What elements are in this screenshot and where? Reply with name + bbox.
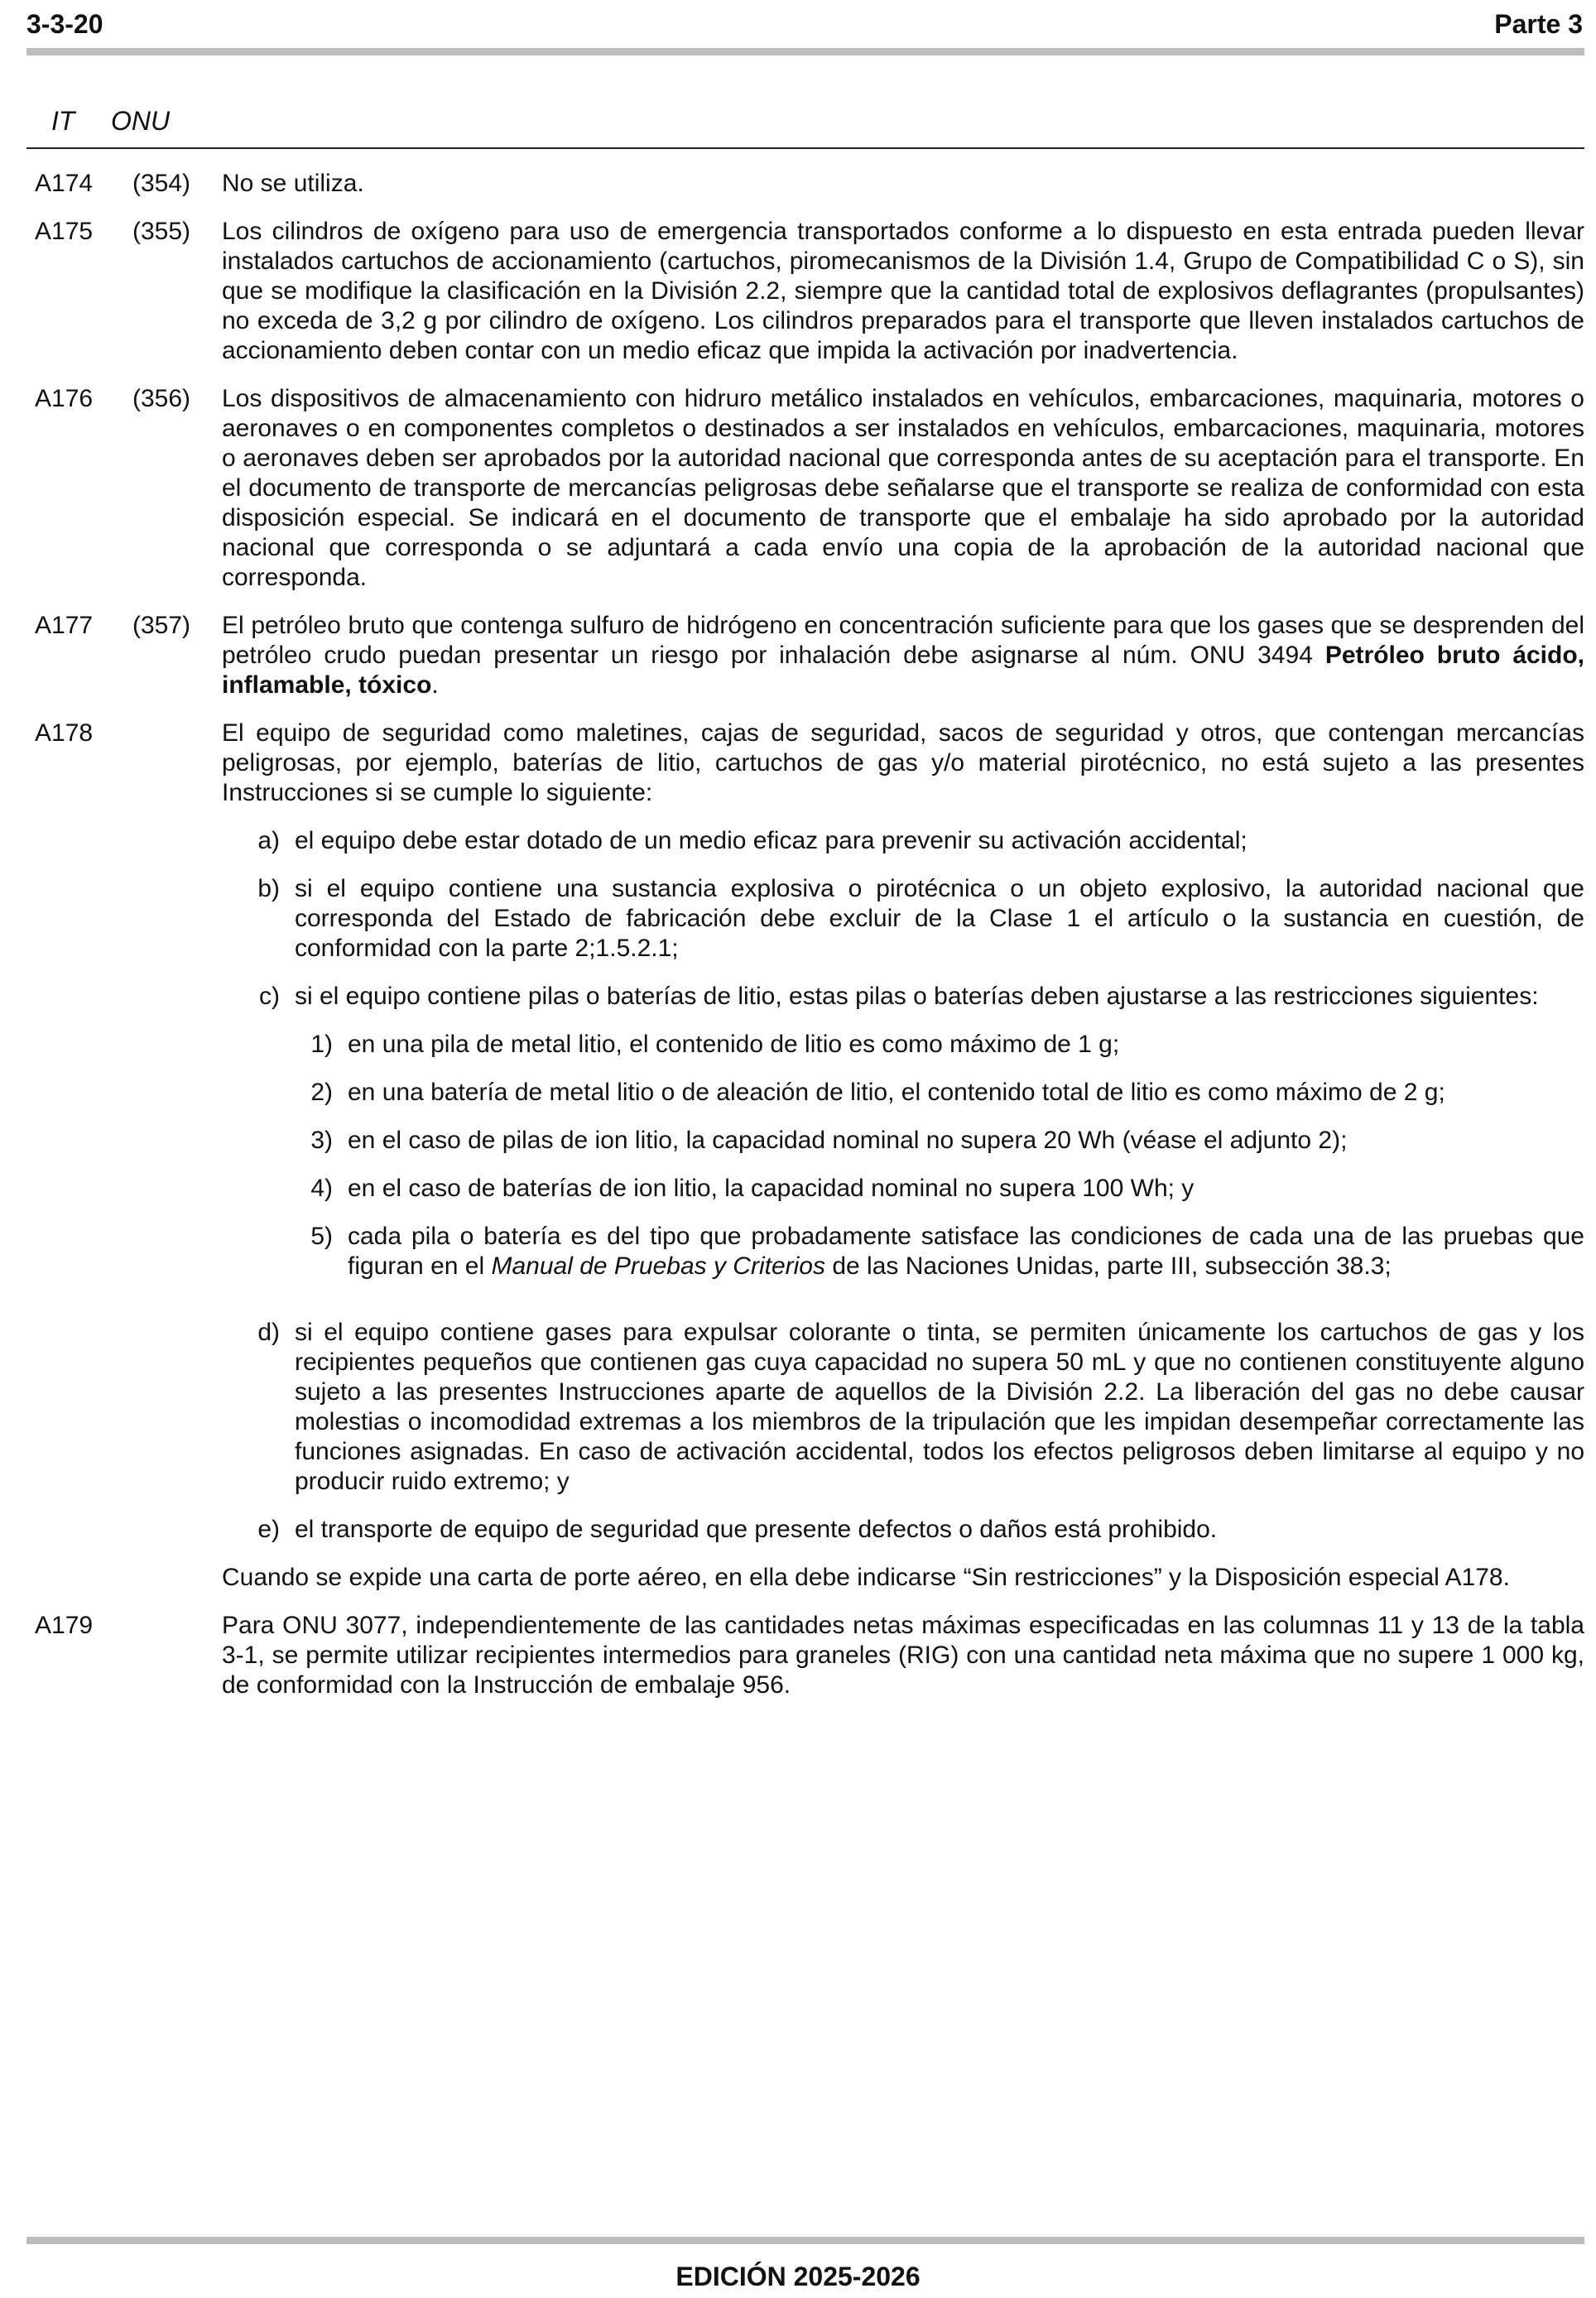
item-text: el transporte de equipo de seguridad que presente defectos o daños está prohibido. xyxy=(295,1516,1218,1543)
sub-item-1 xyxy=(295,1030,1584,1060)
edition-footer: EDICIÓN 2025-2026 xyxy=(675,2262,921,2291)
sub-item-text: en el caso de baterías de ion litio, la capacidad nominal no supera 100 Wh; y xyxy=(348,1175,1195,1202)
entry-it-code: A176 xyxy=(35,385,94,412)
sub-item-text: en una pila de metal litio, el contenido de litio es como máximo de 1 g; xyxy=(348,1031,1120,1058)
item-body xyxy=(295,982,1584,1300)
entry-text: No se utiliza. xyxy=(222,170,364,197)
list-item-e xyxy=(222,1515,1584,1545)
list-item-b xyxy=(222,874,1584,964)
entry-text-main: El petróleo bruto que contenga sulfuro de hidrógeno en concentración suficiente para que los gases que se desprenden del petróleo crudo puedan presentar un riesgo por inhalación debe asignarse al núm. ONU 3494 xyxy=(222,612,1584,669)
entry-it-code: A177 xyxy=(35,612,94,639)
entry-it-code: A178 xyxy=(35,719,94,747)
item-text: si el equipo contiene gases para expulsar colorante o tinta, se permiten únicamente los cartuchos de gas y los recipientes pequeños que contienen gas cuya capacidad no supera 50 mL y que no contienen constituyente alguno sujeto a las presentes Instrucciones aparte de aquellos de la División 2.2. La liberación del gas no debe causar molestias o incomodidad extremas a los miembros de la tripulación que les impidan desempeñar correctamente las funciones asignadas. En caso de activación accidental, todos los efectos peligrosos deben limitarse al equipo y no producir ruido extremo; y xyxy=(295,1319,1584,1495)
entry-a178 xyxy=(35,719,1584,1593)
entry-a179 xyxy=(35,1611,1584,1700)
item-label: d) xyxy=(257,1319,280,1346)
sub-item-label: 2) xyxy=(310,1079,333,1106)
entry-text xyxy=(222,719,1584,1593)
provisions-list xyxy=(35,169,1584,1719)
a178-intro: El equipo de seguridad como maletines, cajas de seguridad, sacos de seguridad y otros, que contengan mercancías peligrosas, por ejemplo, baterías de litio, cartuchos de gas y/o material pirotécnico, no está sujeto a las presentes Instrucciones si se cumple lo siguiente: xyxy=(222,719,1584,806)
page-number: 3-3-20 xyxy=(26,9,103,39)
entry-a174 xyxy=(35,169,1584,199)
entry-onu-code: (355) xyxy=(132,218,191,245)
entry-onu-code: (354) xyxy=(132,170,191,197)
entry-it-code: A179 xyxy=(35,1612,94,1639)
sub-item-4 xyxy=(295,1174,1584,1204)
entry-it-code: A175 xyxy=(35,218,94,245)
manual-title: Manual de Pruebas y Criterios xyxy=(491,1252,825,1280)
entry-it-code: A174 xyxy=(35,170,94,197)
entry-text-end: . xyxy=(431,671,439,699)
sub-item-3 xyxy=(295,1126,1584,1156)
a178-closing: Cuando se expide una carta de porte aéreo, en ella debe indicarse “Sin restricciones” y la Disposición especial A178. xyxy=(222,1564,1510,1591)
column-it: IT xyxy=(51,106,75,136)
entry-text-bold: Petróleo bruto ácido, inflamable, tóxico xyxy=(222,642,1585,699)
column-headings xyxy=(51,106,170,137)
entry-text: Para ONU 3077, independientemente de las cantidades netas máximas especificadas en las columnas 11 y 13 de la tabla 3-1, se permite utilizar recipientes intermedios para graneles (RIG) con una cantidad neta máxima que no supere 1 000 kg, de conformidad con la Instrucción de embalaje 956. xyxy=(222,1612,1584,1699)
header-rule xyxy=(26,48,1584,55)
sub-item-label: 1) xyxy=(310,1031,333,1058)
sub-item-label: 4) xyxy=(310,1175,333,1202)
part-label: Parte 3 xyxy=(1494,9,1583,39)
list-item-a xyxy=(222,826,1584,856)
sub-item-text-post: de las Naciones Unidas, parte III, subsección 38.3; xyxy=(832,1252,1392,1280)
sub-item-text xyxy=(348,1222,1584,1281)
item-label: a) xyxy=(257,827,280,854)
column-heading-rule xyxy=(26,147,1584,149)
sub-item-label: 3) xyxy=(310,1127,333,1154)
sub-item-text-pre: cada pila o batería es del tipo que probadamente satisface las condiciones de cada una de las pruebas que figuran en el xyxy=(348,1223,1584,1280)
list-item-d xyxy=(222,1318,1584,1497)
list-item-c xyxy=(222,982,1584,1300)
item-label: b) xyxy=(257,875,280,902)
item-text: el equipo debe estar dotado de un medio eficaz para prevenir su activación accidental; xyxy=(295,827,1247,854)
item-text: si el equipo contiene pilas o baterías de litio, estas pilas o baterías deben ajustarse a las restricciones siguientes: xyxy=(295,983,1539,1010)
entry-text: Los dispositivos de almacenamiento con hidruro metálico instalados en vehículos, embarcaciones, maquinaria, motores o aeronaves o en componentes completos o destinados a ser instalados en vehículos, embarcaciones, maquinaria, motores o aeronaves deben ser aprobados por la autoridad nacional que corresponda antes de su aceptación para el transporte. En el documento de transporte de mercancías peligrosas debe señalarse que el transporte se realiza de conformidad con esta disposición especial. Se indicará en el documento de transporte que el embalaje ha sido aprobado por la autoridad nacional que corresponda o se adjuntará a cada envío una copia de la aprobación de la autoridad nacional que corresponda. xyxy=(222,385,1584,591)
entry-a176 xyxy=(35,384,1584,593)
item-label: e) xyxy=(257,1516,280,1543)
sub-item-text: en el caso de pilas de ion litio, la capacidad nominal no supera 20 Wh (véase el adjunto 2); xyxy=(348,1127,1348,1154)
entry-text: Los cilindros de oxígeno para uso de emergencia transportados conforme a lo dispuesto en esta entrada pueden llevar instalados cartuchos de accionamiento (cartuchos, piromecanismos de la División 1.4, Grupo de Compatibilidad C o S), sin que se modifique la clasificación en la División 2.2, siempre que la cantidad total de explosivos deflagrantes (propulsantes) no exceda de 3,2 g por cilindro de oxígeno. Los cilindros preparados para el transporte que lleven instalados cartuchos de accionamiento deben contar con un medio eficaz que impida la activación por inadvertencia. xyxy=(222,218,1584,364)
sub-item-label: 5) xyxy=(310,1223,333,1250)
page-header xyxy=(26,0,1583,40)
entry-text xyxy=(222,611,1584,700)
entry-onu-code xyxy=(132,719,222,1593)
column-onu: ONU xyxy=(111,106,171,136)
item-text: si el equipo contiene una sustancia explosiva o pirotécnica o un objeto explosivo, la autoridad nacional que corresponda del Estado de fabricación debe excluir de la Clase 1 el artículo o la sustancia en cuestión, de conformidad con la parte 2;1.5.2.1; xyxy=(295,875,1584,962)
entry-onu-code: (357) xyxy=(132,612,191,639)
entry-a177 xyxy=(35,611,1584,700)
footer-rule xyxy=(26,2237,1584,2244)
sub-item-text: en una batería de metal litio o de aleación de litio, el contenido total de litio es como máximo de 2 g; xyxy=(348,1079,1445,1106)
sub-item-2 xyxy=(295,1078,1584,1108)
entry-onu-code: (356) xyxy=(132,385,191,412)
item-label: c) xyxy=(259,983,280,1010)
entry-a175 xyxy=(35,217,1584,366)
entry-onu-code xyxy=(132,1611,222,1700)
sub-item-5 xyxy=(295,1222,1584,1281)
